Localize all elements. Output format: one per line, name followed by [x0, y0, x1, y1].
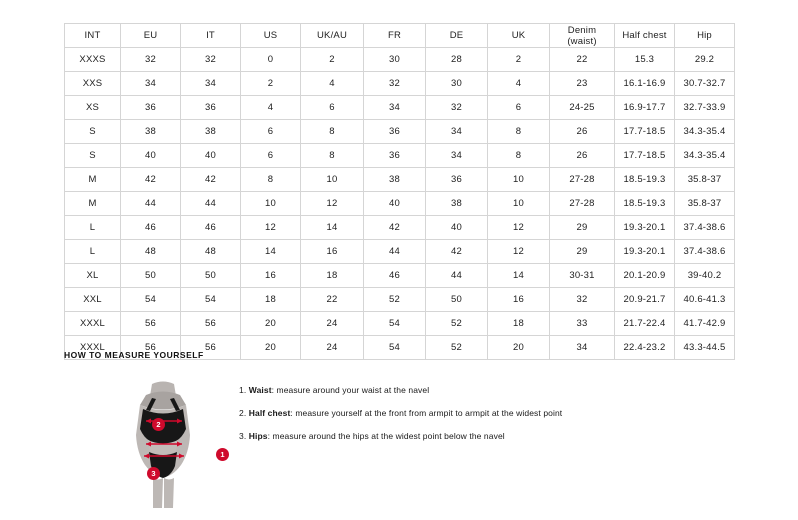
size-value-cell: 16	[488, 288, 550, 312]
size-value-cell: 32	[426, 96, 488, 120]
size-value-cell: 4	[241, 96, 301, 120]
column-header: UK	[488, 24, 550, 48]
size-value-cell: 18	[488, 312, 550, 336]
size-value-cell: 42	[426, 240, 488, 264]
size-value-cell: 38	[121, 120, 181, 144]
size-label-cell: L	[65, 216, 121, 240]
size-label-cell: S	[65, 120, 121, 144]
size-table	[64, 23, 735, 360]
column-header: IT	[181, 24, 241, 48]
size-value-cell: 2	[488, 48, 550, 72]
size-label-cell: XL	[65, 264, 121, 288]
table-row	[65, 144, 735, 168]
how-to-measure-body	[64, 370, 764, 520]
size-value-cell: 34	[426, 144, 488, 168]
size-value-cell: 48	[181, 240, 241, 264]
size-value-cell: 6	[488, 96, 550, 120]
size-value-cell: 12	[488, 216, 550, 240]
size-value-cell: 8	[241, 168, 301, 192]
size-value-cell: 6	[241, 120, 301, 144]
size-value-cell: 10	[488, 192, 550, 216]
size-value-cell: 41.7-42.9	[675, 312, 735, 336]
size-value-cell: 36	[364, 144, 426, 168]
size-value-cell: 20.9-21.7	[615, 288, 675, 312]
size-value-cell: 52	[426, 312, 488, 336]
size-value-cell: 15.3	[615, 48, 675, 72]
size-value-cell: 4	[488, 72, 550, 96]
size-value-cell: 27-28	[550, 192, 615, 216]
size-value-cell: 50	[181, 264, 241, 288]
step-number: 1.	[239, 385, 249, 395]
size-value-cell: 16	[241, 264, 301, 288]
size-value-cell: 36	[426, 168, 488, 192]
size-value-cell: 46	[364, 264, 426, 288]
size-value-cell: 52	[426, 336, 488, 360]
how-to-measure-section	[64, 350, 764, 520]
measure-step	[239, 430, 759, 442]
size-value-cell: 29	[550, 216, 615, 240]
size-value-cell: 14	[301, 216, 364, 240]
size-value-cell: 44	[364, 240, 426, 264]
size-value-cell: 21.7-22.4	[615, 312, 675, 336]
size-value-cell: 37.4-38.6	[675, 240, 735, 264]
column-header: INT	[65, 24, 121, 48]
step-label: Hips	[248, 431, 268, 441]
size-value-cell: 17.7-18.5	[615, 144, 675, 168]
size-value-cell: 32	[121, 48, 181, 72]
size-value-cell: 43.3-44.5	[675, 336, 735, 360]
table-row	[65, 96, 735, 120]
size-value-cell: 2	[301, 48, 364, 72]
size-value-cell: 54	[181, 288, 241, 312]
size-value-cell: 22	[301, 288, 364, 312]
table-row	[65, 288, 735, 312]
size-value-cell: 10	[488, 168, 550, 192]
size-label-cell: XS	[65, 96, 121, 120]
size-value-cell: 35.8-37	[675, 168, 735, 192]
size-value-cell: 22.4-23.2	[615, 336, 675, 360]
size-value-cell: 32.7-33.9	[675, 96, 735, 120]
size-value-cell: 17.7-18.5	[615, 120, 675, 144]
size-value-cell: 29.2	[675, 48, 735, 72]
table-row	[65, 192, 735, 216]
step-label: Waist	[248, 385, 272, 395]
marker-3: 3	[147, 467, 160, 480]
size-value-cell: 40	[426, 216, 488, 240]
size-value-cell: 42	[121, 168, 181, 192]
size-value-cell: 12	[301, 192, 364, 216]
size-value-cell: 48	[121, 240, 181, 264]
table-row	[65, 48, 735, 72]
marker-2: 2	[152, 418, 165, 431]
size-value-cell: 20	[488, 336, 550, 360]
size-value-cell: 16	[301, 240, 364, 264]
size-value-cell: 8	[301, 120, 364, 144]
size-value-cell: 34	[364, 96, 426, 120]
size-value-cell: 34	[181, 72, 241, 96]
size-value-cell: 34.3-35.4	[675, 120, 735, 144]
size-value-cell: 30	[426, 72, 488, 96]
size-value-cell: 18.5-19.3	[615, 168, 675, 192]
size-value-cell: 33	[550, 312, 615, 336]
size-value-cell: 38	[181, 120, 241, 144]
size-value-cell: 50	[121, 264, 181, 288]
column-header: UK/AU	[301, 24, 364, 48]
size-value-cell: 30	[364, 48, 426, 72]
column-header: Half chest	[615, 24, 675, 48]
size-value-cell: 8	[488, 120, 550, 144]
measure-step	[239, 407, 759, 419]
size-value-cell: 56	[121, 336, 181, 360]
size-value-cell: 8	[301, 144, 364, 168]
size-value-cell: 24	[301, 336, 364, 360]
step-text: : measure around the hips at the widest point below the navel	[267, 431, 505, 441]
size-label-cell: XXS	[65, 72, 121, 96]
size-value-cell: 56	[181, 336, 241, 360]
size-value-cell: 34	[426, 120, 488, 144]
size-value-cell: 19.3-20.1	[615, 216, 675, 240]
size-value-cell: 24	[301, 312, 364, 336]
table-row	[65, 264, 735, 288]
column-header: FR	[364, 24, 426, 48]
size-value-cell: 52	[364, 288, 426, 312]
size-value-cell: 37.4-38.6	[675, 216, 735, 240]
size-value-cell: 14	[488, 264, 550, 288]
size-value-cell: 18	[241, 288, 301, 312]
size-value-cell: 32	[364, 72, 426, 96]
column-header: Denim (waist)	[550, 24, 615, 48]
size-value-cell: 14	[241, 240, 301, 264]
table-row	[65, 72, 735, 96]
column-header: EU	[121, 24, 181, 48]
size-value-cell: 12	[241, 216, 301, 240]
size-value-cell: 40	[121, 144, 181, 168]
step-text: : measure yourself at the front from armpit to armpit at the widest point	[290, 408, 563, 418]
size-value-cell: 34	[121, 72, 181, 96]
size-label-cell: L	[65, 240, 121, 264]
table-row	[65, 240, 735, 264]
size-value-cell: 46	[121, 216, 181, 240]
size-value-cell: 40	[181, 144, 241, 168]
size-value-cell: 50	[426, 288, 488, 312]
size-value-cell: 54	[364, 312, 426, 336]
size-value-cell: 40	[364, 192, 426, 216]
size-value-cell: 40.6-41.3	[675, 288, 735, 312]
size-value-cell: 30.7-32.7	[675, 72, 735, 96]
size-value-cell: 2	[241, 72, 301, 96]
size-label-cell: M	[65, 168, 121, 192]
size-value-cell: 19.3-20.1	[615, 240, 675, 264]
measure-step	[239, 384, 759, 396]
size-value-cell: 22	[550, 48, 615, 72]
size-value-cell: 27-28	[550, 168, 615, 192]
table-row	[65, 168, 735, 192]
step-label: Half chest	[248, 408, 291, 418]
size-value-cell: 54	[364, 336, 426, 360]
size-label-cell: XXXL	[65, 336, 121, 360]
size-label-cell: XXXS	[65, 48, 121, 72]
size-value-cell: 18.5-19.3	[615, 192, 675, 216]
size-value-cell: 44	[121, 192, 181, 216]
column-header: Hip	[675, 24, 735, 48]
size-value-cell: 20.1-20.9	[615, 264, 675, 288]
size-value-cell: 16.9-17.7	[615, 96, 675, 120]
size-value-cell: 42	[364, 216, 426, 240]
size-value-cell: 39-40.2	[675, 264, 735, 288]
size-value-cell: 35.8-37	[675, 192, 735, 216]
size-value-cell: 6	[301, 96, 364, 120]
size-value-cell: 32	[181, 48, 241, 72]
size-value-cell: 36	[121, 96, 181, 120]
size-value-cell: 12	[488, 240, 550, 264]
size-label-cell: XXXL	[65, 312, 121, 336]
size-value-cell: 34.3-35.4	[675, 144, 735, 168]
size-value-cell: 56	[121, 312, 181, 336]
size-chart	[64, 23, 734, 360]
column-header: US	[241, 24, 301, 48]
size-value-cell: 42	[181, 168, 241, 192]
measure-steps-list	[239, 384, 759, 453]
size-value-cell: 10	[301, 168, 364, 192]
step-number: 2.	[239, 408, 249, 418]
size-value-cell: 54	[121, 288, 181, 312]
step-number: 3.	[239, 431, 249, 441]
size-value-cell: 44	[426, 264, 488, 288]
size-value-cell: 18	[301, 264, 364, 288]
size-value-cell: 38	[426, 192, 488, 216]
size-value-cell: 36	[364, 120, 426, 144]
size-value-cell: 4	[301, 72, 364, 96]
mannequin-illustration	[96, 378, 231, 513]
size-label-cell: XXL	[65, 288, 121, 312]
size-value-cell: 16.1-16.9	[615, 72, 675, 96]
size-value-cell: 8	[488, 144, 550, 168]
size-value-cell: 23	[550, 72, 615, 96]
how-to-measure-title: HOW TO MEASURE YOURSELF	[64, 350, 204, 360]
table-row	[65, 216, 735, 240]
size-value-cell: 20	[241, 336, 301, 360]
table-row	[65, 120, 735, 144]
size-value-cell: 44	[181, 192, 241, 216]
size-value-cell: 30-31	[550, 264, 615, 288]
size-value-cell: 38	[364, 168, 426, 192]
step-text: : measure around your waist at the navel	[271, 385, 430, 395]
size-value-cell: 0	[241, 48, 301, 72]
marker-1: 1	[216, 448, 229, 461]
table-header-row	[65, 24, 735, 48]
size-label-cell: S	[65, 144, 121, 168]
size-value-cell: 56	[181, 312, 241, 336]
table-row	[65, 312, 735, 336]
size-value-cell: 20	[241, 312, 301, 336]
size-value-cell: 29	[550, 240, 615, 264]
size-value-cell: 6	[241, 144, 301, 168]
size-value-cell: 36	[181, 96, 241, 120]
size-value-cell: 10	[241, 192, 301, 216]
size-value-cell: 34	[550, 336, 615, 360]
size-value-cell: 28	[426, 48, 488, 72]
size-value-cell: 26	[550, 120, 615, 144]
size-label-cell: M	[65, 192, 121, 216]
size-value-cell: 46	[181, 216, 241, 240]
size-value-cell: 24-25	[550, 96, 615, 120]
size-value-cell: 26	[550, 144, 615, 168]
size-value-cell: 32	[550, 288, 615, 312]
column-header: DE	[426, 24, 488, 48]
